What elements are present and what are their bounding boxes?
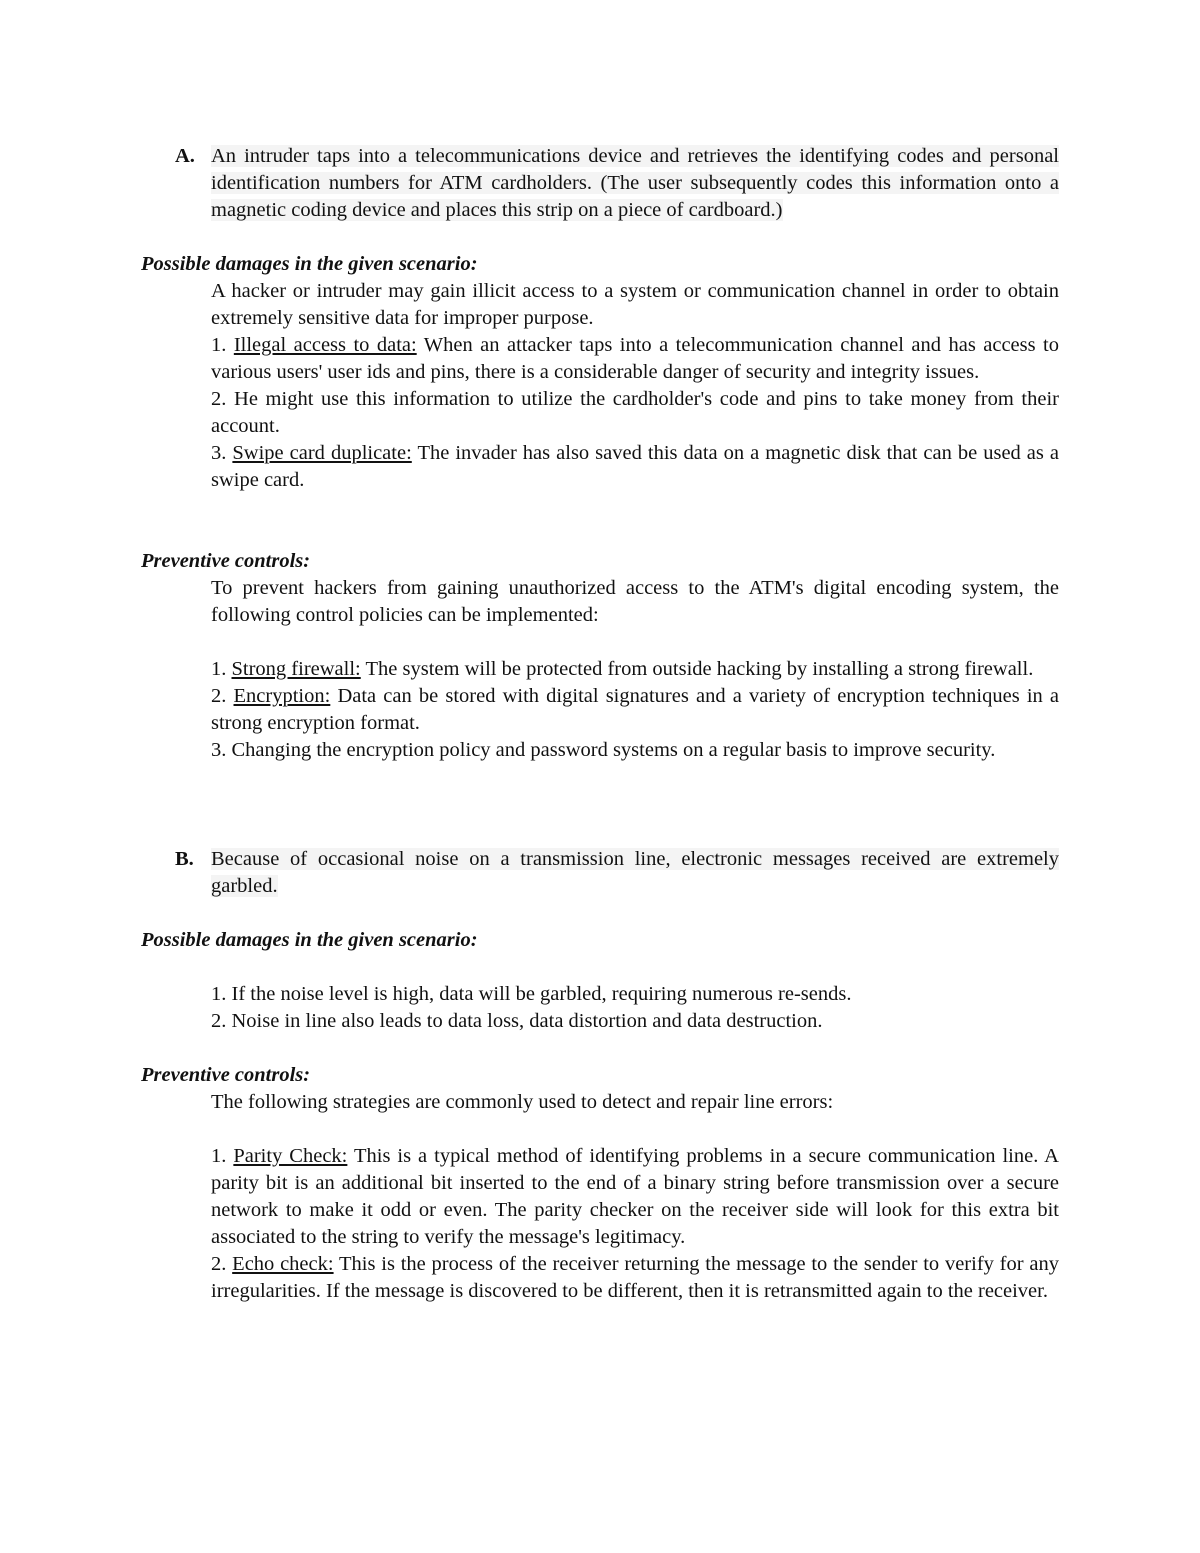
section-b-damage-item-1: 1. If the noise level is high, data will be garbled, requiring numerous re-sends. xyxy=(211,983,852,1005)
section-b-damages-list xyxy=(211,981,1059,1035)
section-a-control-item-1: 1. Strong firewall: The system will be protected from outside hacking by installing a strong firewall. xyxy=(211,658,1034,680)
section-a-damages-heading: Possible damages in the given scenario: xyxy=(141,253,478,275)
section-b-controls-heading: Preventive controls: xyxy=(141,1064,311,1086)
section-a-scenario-text: An intruder taps into a telecommunications device and retrieves the identifying codes and personal identification numbers for ATM cardholders. (The user subsequently codes this information onto a magnetic coding device and places this strip on a piece of cardboard.) xyxy=(211,145,1059,221)
section-a-controls-intro: To prevent hackers from gaining unauthorized access to the ATM's digital encoding system, the following control policies can be implemented: xyxy=(211,577,1059,626)
section-a-damages-intro: A hacker or intruder may gain illicit access to a system or communication channel in order to obtain extremely sensitive data for improper purpose. xyxy=(211,280,1059,329)
section-b-scenario-text: Because of occasional noise on a transmission line, electronic messages received are extremely garbled. xyxy=(211,848,1059,897)
section-b-controls-list xyxy=(211,1143,1059,1305)
section-a-control-item-2: 2. Encryption: Data can be stored with digital signatures and a variety of encryption techniques in a strong encryption format. xyxy=(211,685,1060,734)
section-a-letter: A. xyxy=(175,145,195,167)
section-b-damage-item-2: 2. Noise in line also leads to data loss, data distortion and data destruction. xyxy=(211,1010,823,1032)
section-a-scenario xyxy=(211,143,1059,224)
section-a-damage-item-2: 2. He might use this information to utilize the cardholder's code and pins to take money from their account. xyxy=(211,388,1059,437)
section-b-control-item-1: 1. Parity Check: This is a typical method of identifying problems in a secure communication line. A parity bit is an additional bit inserted to the end of a binary string before transmission over a secure network to make it odd or even. The parity checker on the receiver side will look for this extra bit associated to the string to verify the message's legitimacy. xyxy=(211,1145,1059,1248)
section-a-controls-heading: Preventive controls: xyxy=(141,550,311,572)
section-b-controls-intro: The following strategies are commonly used to detect and repair line errors: xyxy=(211,1091,834,1113)
section-b-control-item-2: 2. Echo check: This is the process of the receiver returning the message to the sender to verify for any irregularities. If the message is discovered to be different, then it is retransmitted again to the receiver. xyxy=(211,1253,1059,1302)
section-b-damages-heading: Possible damages in the given scenario: xyxy=(141,929,478,951)
section-a-controls-list xyxy=(211,656,1059,764)
section-a-damage-item-1: 1. Illegal access to data: When an attacker taps into a telecommunication channel and has access to various users' user ids and pins, there is a considerable danger of security and integrity issues. xyxy=(211,334,1060,383)
section-a-control-item-3: 3. Changing the encryption policy and password systems on a regular basis to improve security. xyxy=(211,739,996,761)
section-a-damage-item-3: 3. Swipe card duplicate: The invader has also saved this data on a magnetic disk that can be used as a swipe card. xyxy=(211,442,1059,491)
section-b-letter: B. xyxy=(175,848,194,870)
section-b-scenario xyxy=(211,846,1059,900)
section-a-damages-body xyxy=(211,278,1059,494)
